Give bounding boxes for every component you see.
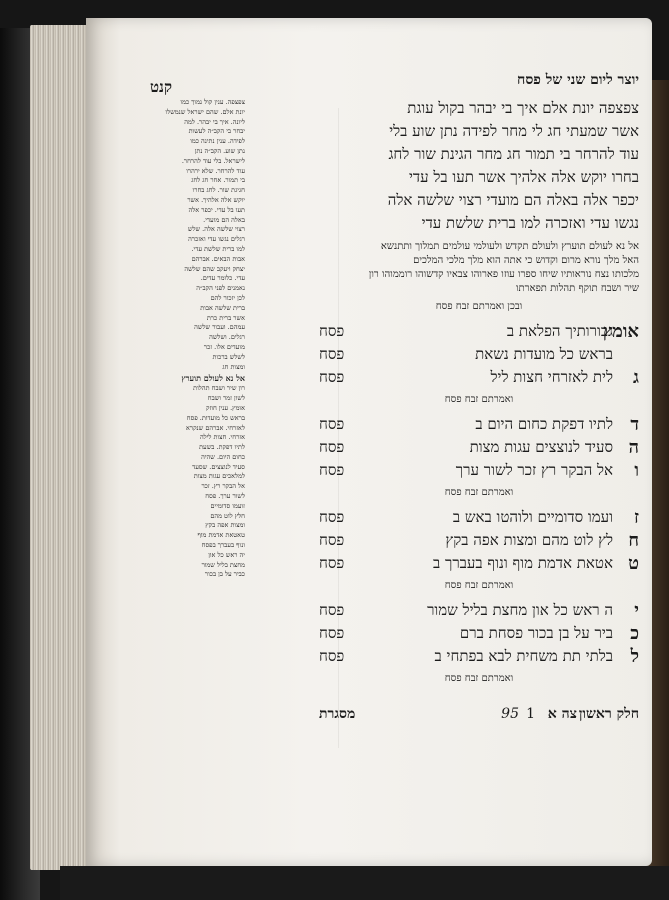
verse-line bbox=[319, 622, 639, 645]
commentary-line: יצחק ויעקב שהם שלשה bbox=[184, 264, 245, 273]
page-title: יוצר ליום שני של פסח bbox=[517, 72, 639, 88]
commentary-line: לשון זמר ושבח bbox=[207, 394, 245, 403]
footer-part: חלק ראשון bbox=[578, 706, 639, 722]
verse-line bbox=[319, 459, 639, 482]
verse-text: ביר על בן בכור פסחת ברם bbox=[459, 624, 613, 642]
verse-initial: ל bbox=[630, 646, 639, 667]
verse-text: בראש כל מועדות נשאת bbox=[475, 345, 613, 363]
verse-text: בלתי תת משחית לבא בפתחי ב bbox=[434, 647, 613, 665]
refrain: ואמרתם זבח פסח bbox=[444, 487, 514, 498]
page-footer bbox=[319, 706, 639, 723]
commentary-line: בראש כל מועדות. פסח bbox=[186, 413, 245, 422]
verse-end: פסח bbox=[319, 508, 345, 526]
commentary-line: ומצות חג bbox=[222, 362, 245, 371]
verse-initial: י bbox=[634, 600, 639, 621]
commentary-line: אומץ. ענין חוזק bbox=[206, 403, 245, 412]
commentary-line: כביר על בן בכור bbox=[204, 570, 245, 579]
verse-text: גבורותיך הפלאת ב bbox=[506, 322, 613, 340]
commentary-line: בי תמור. אחר חג לחג bbox=[191, 176, 245, 185]
verse-line bbox=[319, 343, 639, 366]
verse-end: פסח bbox=[319, 647, 345, 665]
intro-line: אל נא לעולם תוערץ ולעולם תקדש ולעולמי עולמים תמלוך ותתנשא bbox=[380, 241, 639, 252]
commentary-line: יוקש אלה אלהיך. אשר bbox=[187, 195, 245, 204]
commentary-line: לשלש ברכות bbox=[212, 352, 245, 361]
verse-text: אטאת אדמת מוף ונוף בעברך ב bbox=[432, 554, 613, 572]
verse-line bbox=[319, 413, 639, 436]
verse-end: פסח bbox=[319, 601, 345, 619]
verse-line bbox=[319, 366, 639, 389]
refrain: ואמרתם זבח פסח bbox=[444, 580, 514, 591]
commentary-line: אזרחי. חצות לילה bbox=[199, 433, 245, 442]
commentary-line: יונת אלם. שהם ישראל שנמשלו bbox=[165, 107, 245, 116]
verse-initial: ז bbox=[633, 507, 639, 528]
footer-page-number: 95 bbox=[501, 706, 519, 722]
commentary-line: לשור ערך. פסח bbox=[205, 492, 245, 501]
refrain: ואמרתם זבח פסח bbox=[444, 394, 514, 405]
small-intro: ובכן ואמרתם זבח פסח bbox=[435, 301, 523, 312]
verse-text: סעיד לנוצצים עגות מצות bbox=[469, 438, 613, 456]
piyyut-line: יכפר אלה באלה הם מועדי רצוי שלשה אלה bbox=[387, 191, 639, 209]
verse-line bbox=[319, 645, 639, 668]
commentary-line: רגלים. ושלשה bbox=[209, 333, 245, 342]
commentary-line: זועמו סדומיים bbox=[210, 501, 245, 510]
verse-end: פסח bbox=[319, 322, 345, 340]
poem-block bbox=[319, 240, 639, 692]
commentary-line: עוד להרחר. שלא ירהרו bbox=[186, 166, 245, 175]
verse-initial: ג bbox=[633, 367, 639, 388]
commentary-line: אשר ברית כרת bbox=[206, 313, 245, 322]
verse-end: פסח bbox=[319, 368, 345, 386]
commentary-line: צפצפה. ענין קול נמוך כמו bbox=[180, 98, 245, 106]
verse-text: ה ראש כל און מחצת בליל שמור bbox=[427, 601, 613, 619]
verse-initial: ו bbox=[634, 460, 639, 481]
verse-end: פסח bbox=[319, 554, 345, 572]
commentary-line: לתיו דפקת. בשעת bbox=[199, 443, 245, 452]
leaf-number: קנט bbox=[150, 78, 172, 96]
verse-text: אל הבקר רץ זכר לשור ערך bbox=[455, 461, 613, 479]
commentary-line: אל הבקר רץ. זכר bbox=[201, 482, 245, 491]
commentary-line: לישראל. בלי עוד להרחר. bbox=[181, 156, 245, 165]
verse-line bbox=[319, 529, 639, 552]
verse-text: ועמו סדומיים ולוהטו באש ב bbox=[452, 508, 613, 526]
verse-initial: ט bbox=[628, 553, 639, 574]
commentary-line: סעיד לנוצצים. שסעד bbox=[192, 462, 245, 471]
refrain: ואמרתם זבח פסח bbox=[444, 673, 514, 684]
verse-initial: ד bbox=[630, 414, 639, 435]
bottom-shadow bbox=[60, 866, 669, 900]
commentary-line: כחום היום. שהיה bbox=[201, 452, 245, 461]
verse-end: פסח bbox=[319, 531, 345, 549]
commentary-line: באלה הם מועדי. bbox=[203, 215, 245, 224]
verse-initial: ח bbox=[628, 530, 639, 551]
commentary-line: טאטאת אדמת מוף bbox=[197, 531, 245, 540]
verse-initial: אומץ bbox=[602, 321, 639, 342]
verse-end: פסח bbox=[319, 438, 345, 456]
verse-line bbox=[319, 436, 639, 459]
verse-end: פסח bbox=[319, 624, 345, 642]
verse-line bbox=[319, 506, 639, 529]
commentary-line: ונוף בעברך בפסח bbox=[201, 541, 245, 550]
commentary-line: מועדים אלו. זכר bbox=[203, 342, 245, 351]
commentary-line: ליונה. איך בי יבהר. למה bbox=[184, 117, 245, 126]
verse-text: לית לאזרחי חצות ליל bbox=[490, 368, 613, 386]
piyyut-line: בחרו יוקש אלה אלהיך אשר תעו בל עדי bbox=[408, 168, 639, 186]
commentary-line: רון שיר ושבח תהלות bbox=[193, 384, 245, 393]
piyyut-block bbox=[319, 72, 639, 235]
commentary-line: נאמנים לפני הקב״ה bbox=[196, 284, 245, 293]
commentary-line: יה ראש כל און bbox=[208, 550, 245, 559]
commentary-line: ומצות אפה בקץ bbox=[205, 521, 245, 530]
commentary-line: ברית שלשה אבות bbox=[200, 303, 245, 312]
intro-line: האל מלך נורא מרום וקדוש כי אתה הוא מלך מלכי המלכים bbox=[413, 255, 639, 266]
commentary-line: לאזרחי. אברהם שנקרא bbox=[185, 423, 245, 432]
verse-line bbox=[319, 320, 639, 343]
footer-tractate: מסגרת bbox=[319, 706, 356, 722]
verse-line bbox=[319, 552, 639, 575]
commentary-line: עדי. כלומר עדים. bbox=[200, 274, 245, 283]
commentary-column bbox=[137, 98, 245, 580]
intro-line: מלכותו נצח נוראותיו שיחו ספרו עוזו פארוהו צבאיו קדשוהו רוממוהו רון bbox=[368, 269, 639, 280]
commentary-line: למלאכים עגות מצות bbox=[193, 472, 245, 481]
verse-end: פסח bbox=[319, 345, 345, 363]
piyyut-line: עוד להרחר בי תמור חג מחר הגינת שור לחג bbox=[388, 145, 639, 163]
piyyut-line: צפצפה יונת אלם איך בי יבהר בקול עוגת bbox=[407, 99, 639, 117]
commentary-line: יבחר בי הקב״ה לעשות bbox=[188, 127, 245, 136]
commentary-line: מחצת בליל שמור bbox=[201, 560, 245, 569]
footer-sheet: צה א bbox=[547, 706, 577, 722]
commentary-line: נתן שוע. הקב״ה נתן bbox=[194, 146, 245, 155]
commentary-line: עמהם. ועבור שלשה bbox=[194, 323, 245, 332]
commentary-line: אבות הבאים. אברהם bbox=[191, 254, 245, 263]
commentary-line: לכן יזכור להם bbox=[210, 293, 245, 302]
verse-line bbox=[319, 599, 639, 622]
verse-text: לץ לוט מהם ומצות אפה בקץ bbox=[445, 531, 613, 549]
commentary-line: למו ברית שלשת עדי. bbox=[191, 244, 245, 253]
commentary-line: תעו בל עדי. יכפר אלה bbox=[188, 205, 245, 214]
commentary-line: רצוי שלשה אלה. שלש bbox=[187, 225, 245, 234]
intro-line: שיר ושבח תוקף תהלות תפארתו bbox=[516, 283, 639, 294]
commentary-heading: אל נא לעולם תוערץ bbox=[181, 373, 245, 384]
commentary-line: חגיגת שור. לחג בחרו bbox=[192, 186, 245, 195]
footer-mark: 1 bbox=[526, 706, 535, 722]
verse-end: פסח bbox=[319, 415, 345, 433]
commentary-line: לפידה. ענין נתינה כמו bbox=[190, 137, 245, 146]
piyyut-line: נגשו עדי ואזכרה למו ברית שלשת עדי bbox=[421, 214, 639, 232]
verse-text: לתיו דפקת כחום היום ב bbox=[475, 415, 613, 433]
verse-initial: כ bbox=[630, 623, 639, 644]
verse-initial: ה bbox=[628, 437, 639, 458]
piyyut-line: אשר שמעתי חג לי מחר לפידה נתן שוע בלי bbox=[389, 122, 639, 140]
commentary-line: רגלים נגשו עדי ואזכרה bbox=[188, 235, 245, 244]
commentary-line: חלץ לוט מהם bbox=[210, 511, 245, 520]
verse-end: פסח bbox=[319, 461, 345, 479]
